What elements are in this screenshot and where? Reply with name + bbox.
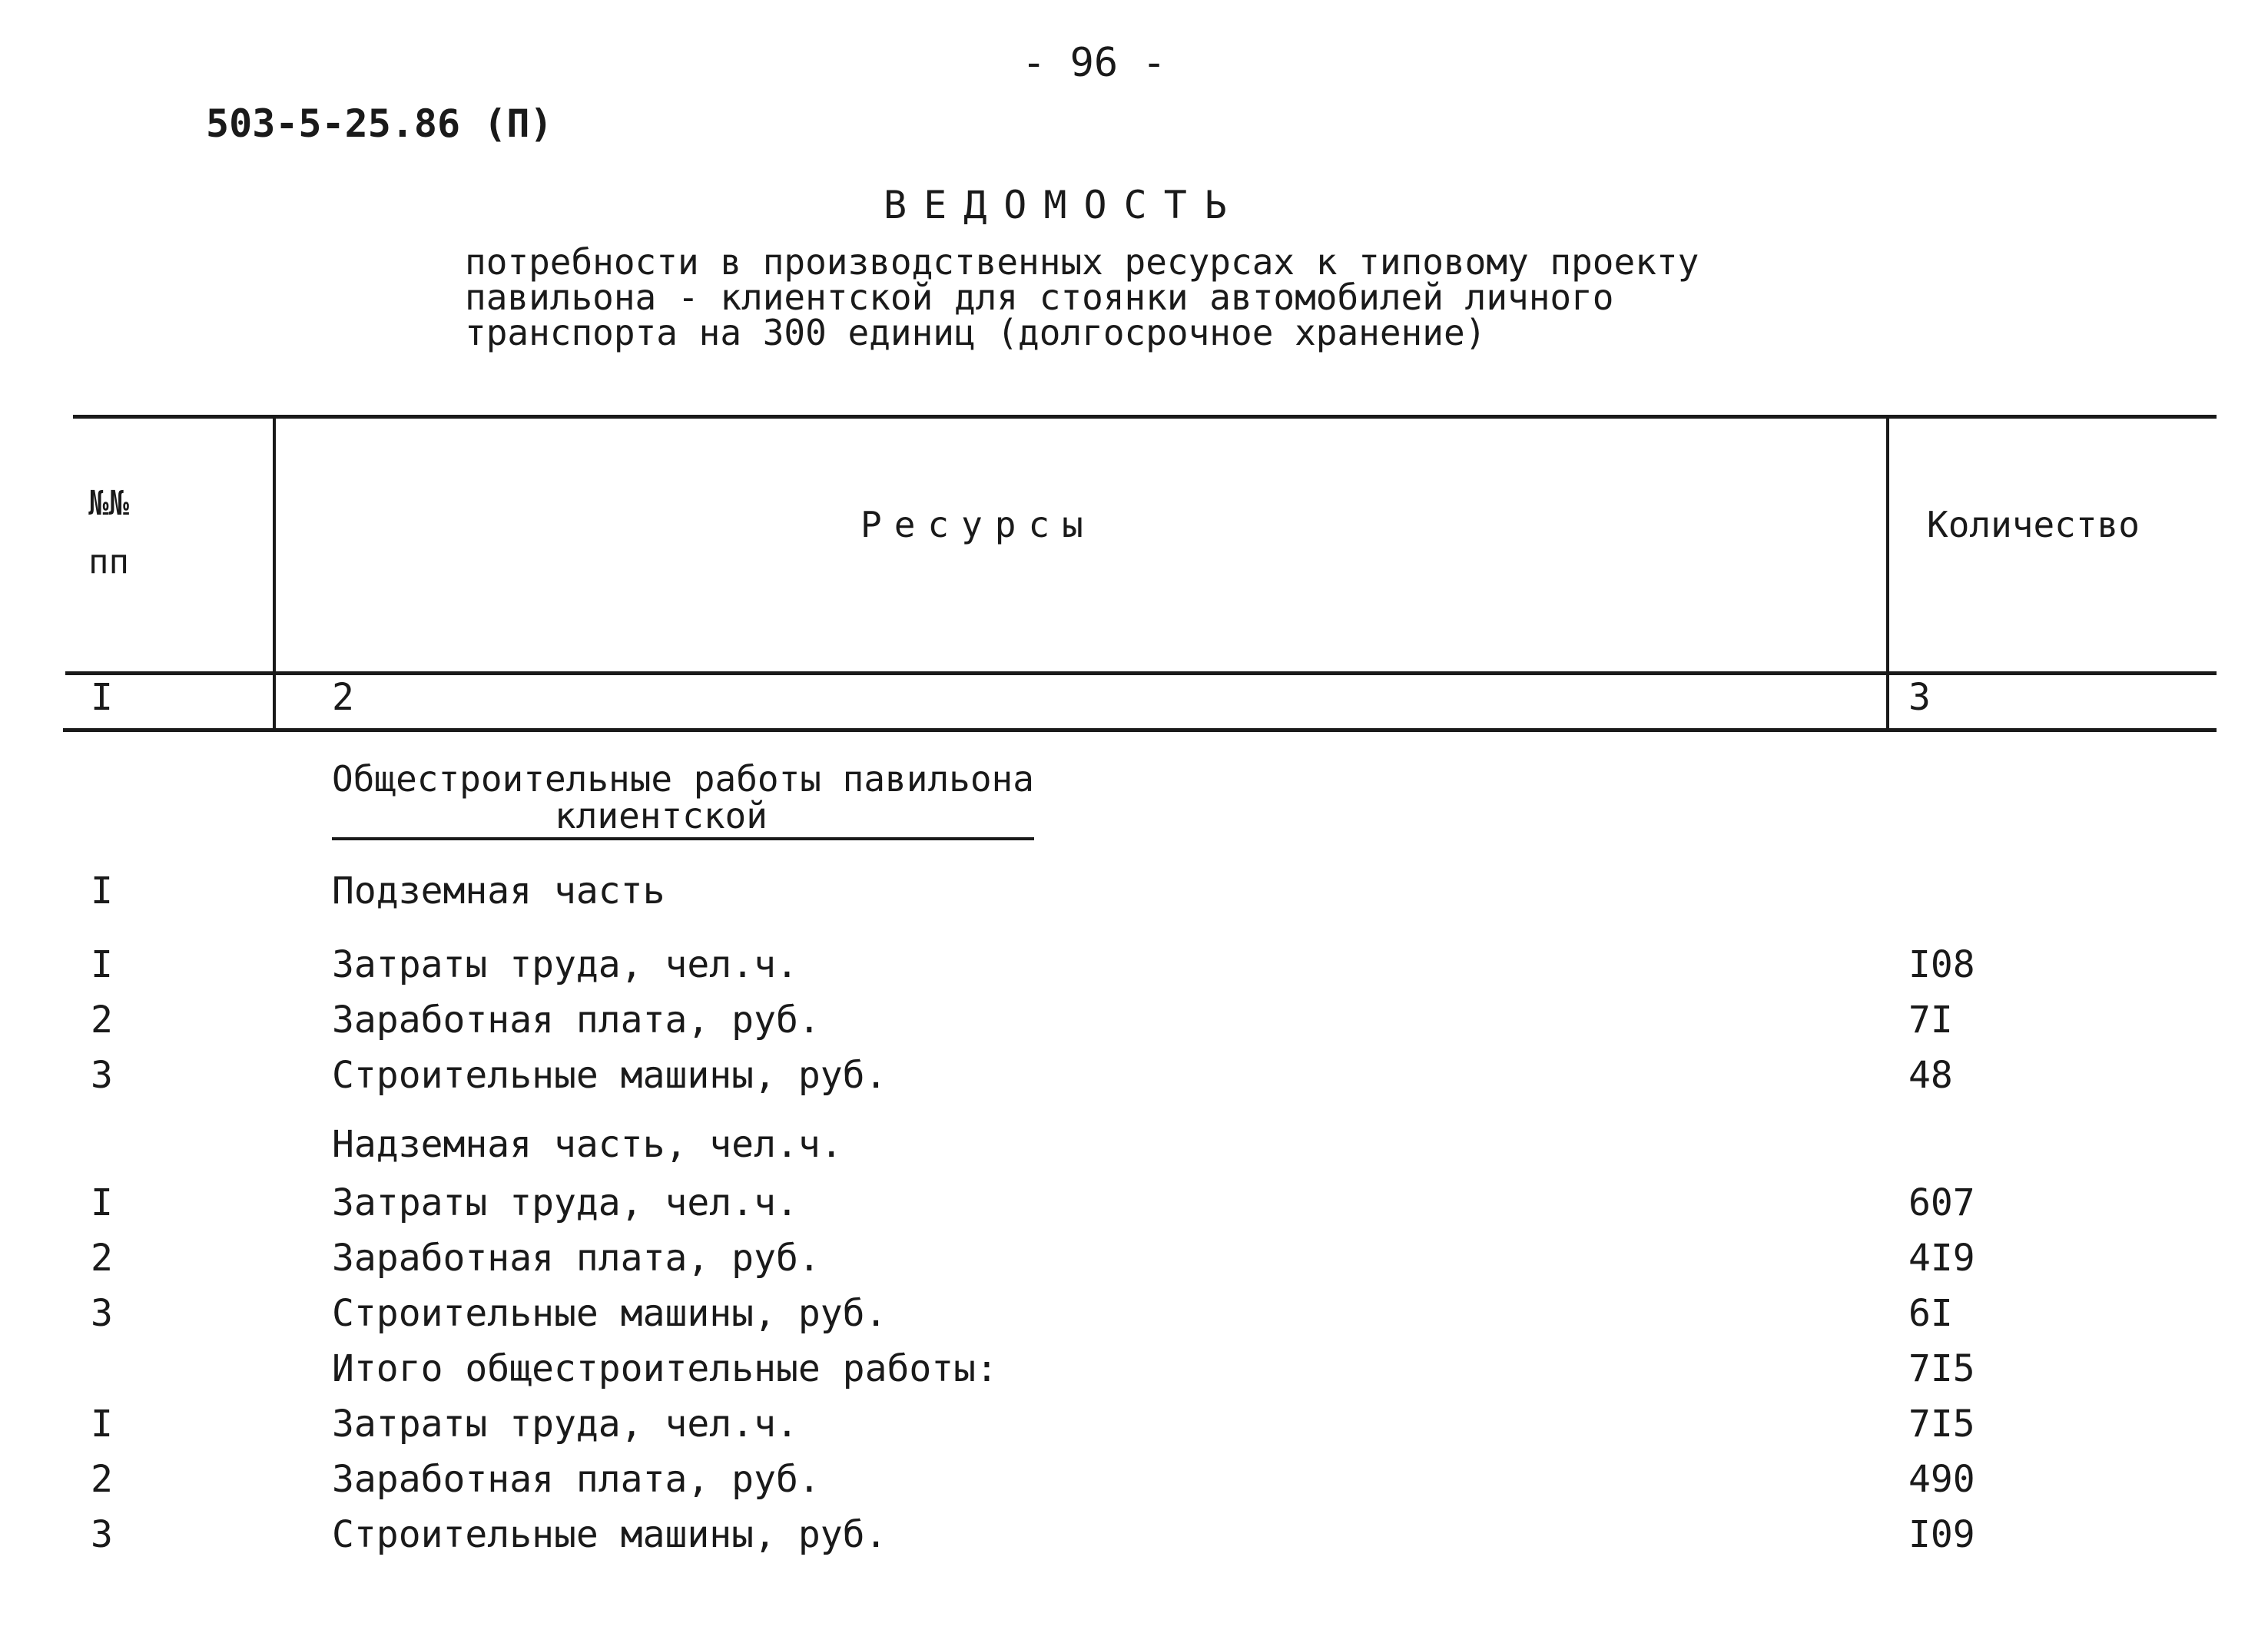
row-text: Затраты труда, чел.ч. xyxy=(332,943,798,986)
row-number: 2 xyxy=(91,1237,113,1280)
subtitle-line: транспорта на 300 единиц (долгосрочное хранение) xyxy=(465,312,1487,353)
column-header-quantity: Количество xyxy=(1927,504,2140,545)
row-text: Подземная часть xyxy=(332,869,665,913)
row-quantity: 607 xyxy=(1908,1181,1975,1224)
row-number: 3 xyxy=(91,1513,113,1556)
subtitle-line: павильона - клиентской для стоянки автомобилей личного xyxy=(465,277,1614,318)
row-quantity: 48 xyxy=(1908,1054,1953,1097)
row-quantity: 7I5 xyxy=(1908,1347,1975,1390)
row-text: Заработная плата, руб. xyxy=(332,999,821,1042)
row-text: Строительные машины, руб. xyxy=(332,1054,887,1097)
section-title-line2: клиентской xyxy=(555,795,768,836)
row-quantity: 490 xyxy=(1908,1458,1975,1501)
column-header-number-line2: пп xyxy=(88,542,129,581)
row-number: I xyxy=(91,1181,113,1224)
row-number: 2 xyxy=(91,1458,113,1501)
column-divider-right xyxy=(1886,415,1889,731)
row-quantity: 7I xyxy=(1908,999,1953,1042)
row-text: Заработная плата, руб. xyxy=(332,1237,821,1280)
row-text: Надземная часть, чел.ч. xyxy=(332,1123,843,1166)
row-number: I xyxy=(91,943,113,986)
row-text: Затраты труда, чел.ч. xyxy=(332,1403,798,1446)
row-number: I xyxy=(91,1403,113,1446)
column-number-3: 3 xyxy=(1908,676,1931,719)
document-subtitle xyxy=(465,241,1699,353)
table-number-rule xyxy=(63,728,2217,732)
column-divider-left xyxy=(273,415,276,731)
document-title: ВЕДОМОСТЬ xyxy=(884,183,1244,227)
page-number: - 96 - xyxy=(1022,40,1166,86)
row-number: 3 xyxy=(91,1292,113,1335)
section-title-line1: Общестроительные работы павильона xyxy=(332,758,1034,800)
row-quantity: I08 xyxy=(1908,943,1975,986)
column-header-resources: Ресурсы xyxy=(860,504,1096,545)
table-top-rule xyxy=(73,415,2217,419)
row-text: Строительные машины, руб. xyxy=(332,1292,887,1335)
row-text: Итого общестроительные работы: xyxy=(332,1347,998,1390)
column-header-number-line1: №№ xyxy=(88,484,129,523)
column-number-2: 2 xyxy=(332,676,354,719)
section-title xyxy=(332,760,1034,840)
row-number: 3 xyxy=(91,1054,113,1097)
row-quantity: I09 xyxy=(1908,1513,1975,1556)
row-quantity: 6I xyxy=(1908,1292,1953,1335)
column-number-1: I xyxy=(91,676,113,719)
table-header-rule xyxy=(65,671,2217,675)
column-header-number xyxy=(88,475,129,591)
row-number: I xyxy=(91,869,113,913)
row-text: Заработная плата, руб. xyxy=(332,1458,821,1501)
row-quantity: 7I5 xyxy=(1908,1403,1975,1446)
document-code: 503-5-25.86 (П) xyxy=(206,101,553,146)
row-quantity: 4I9 xyxy=(1908,1237,1975,1280)
row-text: Затраты труда, чел.ч. xyxy=(332,1181,798,1224)
subtitle-line: потребности в производственных ресурсах к типовому проекту xyxy=(465,241,1699,283)
row-text: Строительные машины, руб. xyxy=(332,1513,887,1556)
row-number: 2 xyxy=(91,999,113,1042)
